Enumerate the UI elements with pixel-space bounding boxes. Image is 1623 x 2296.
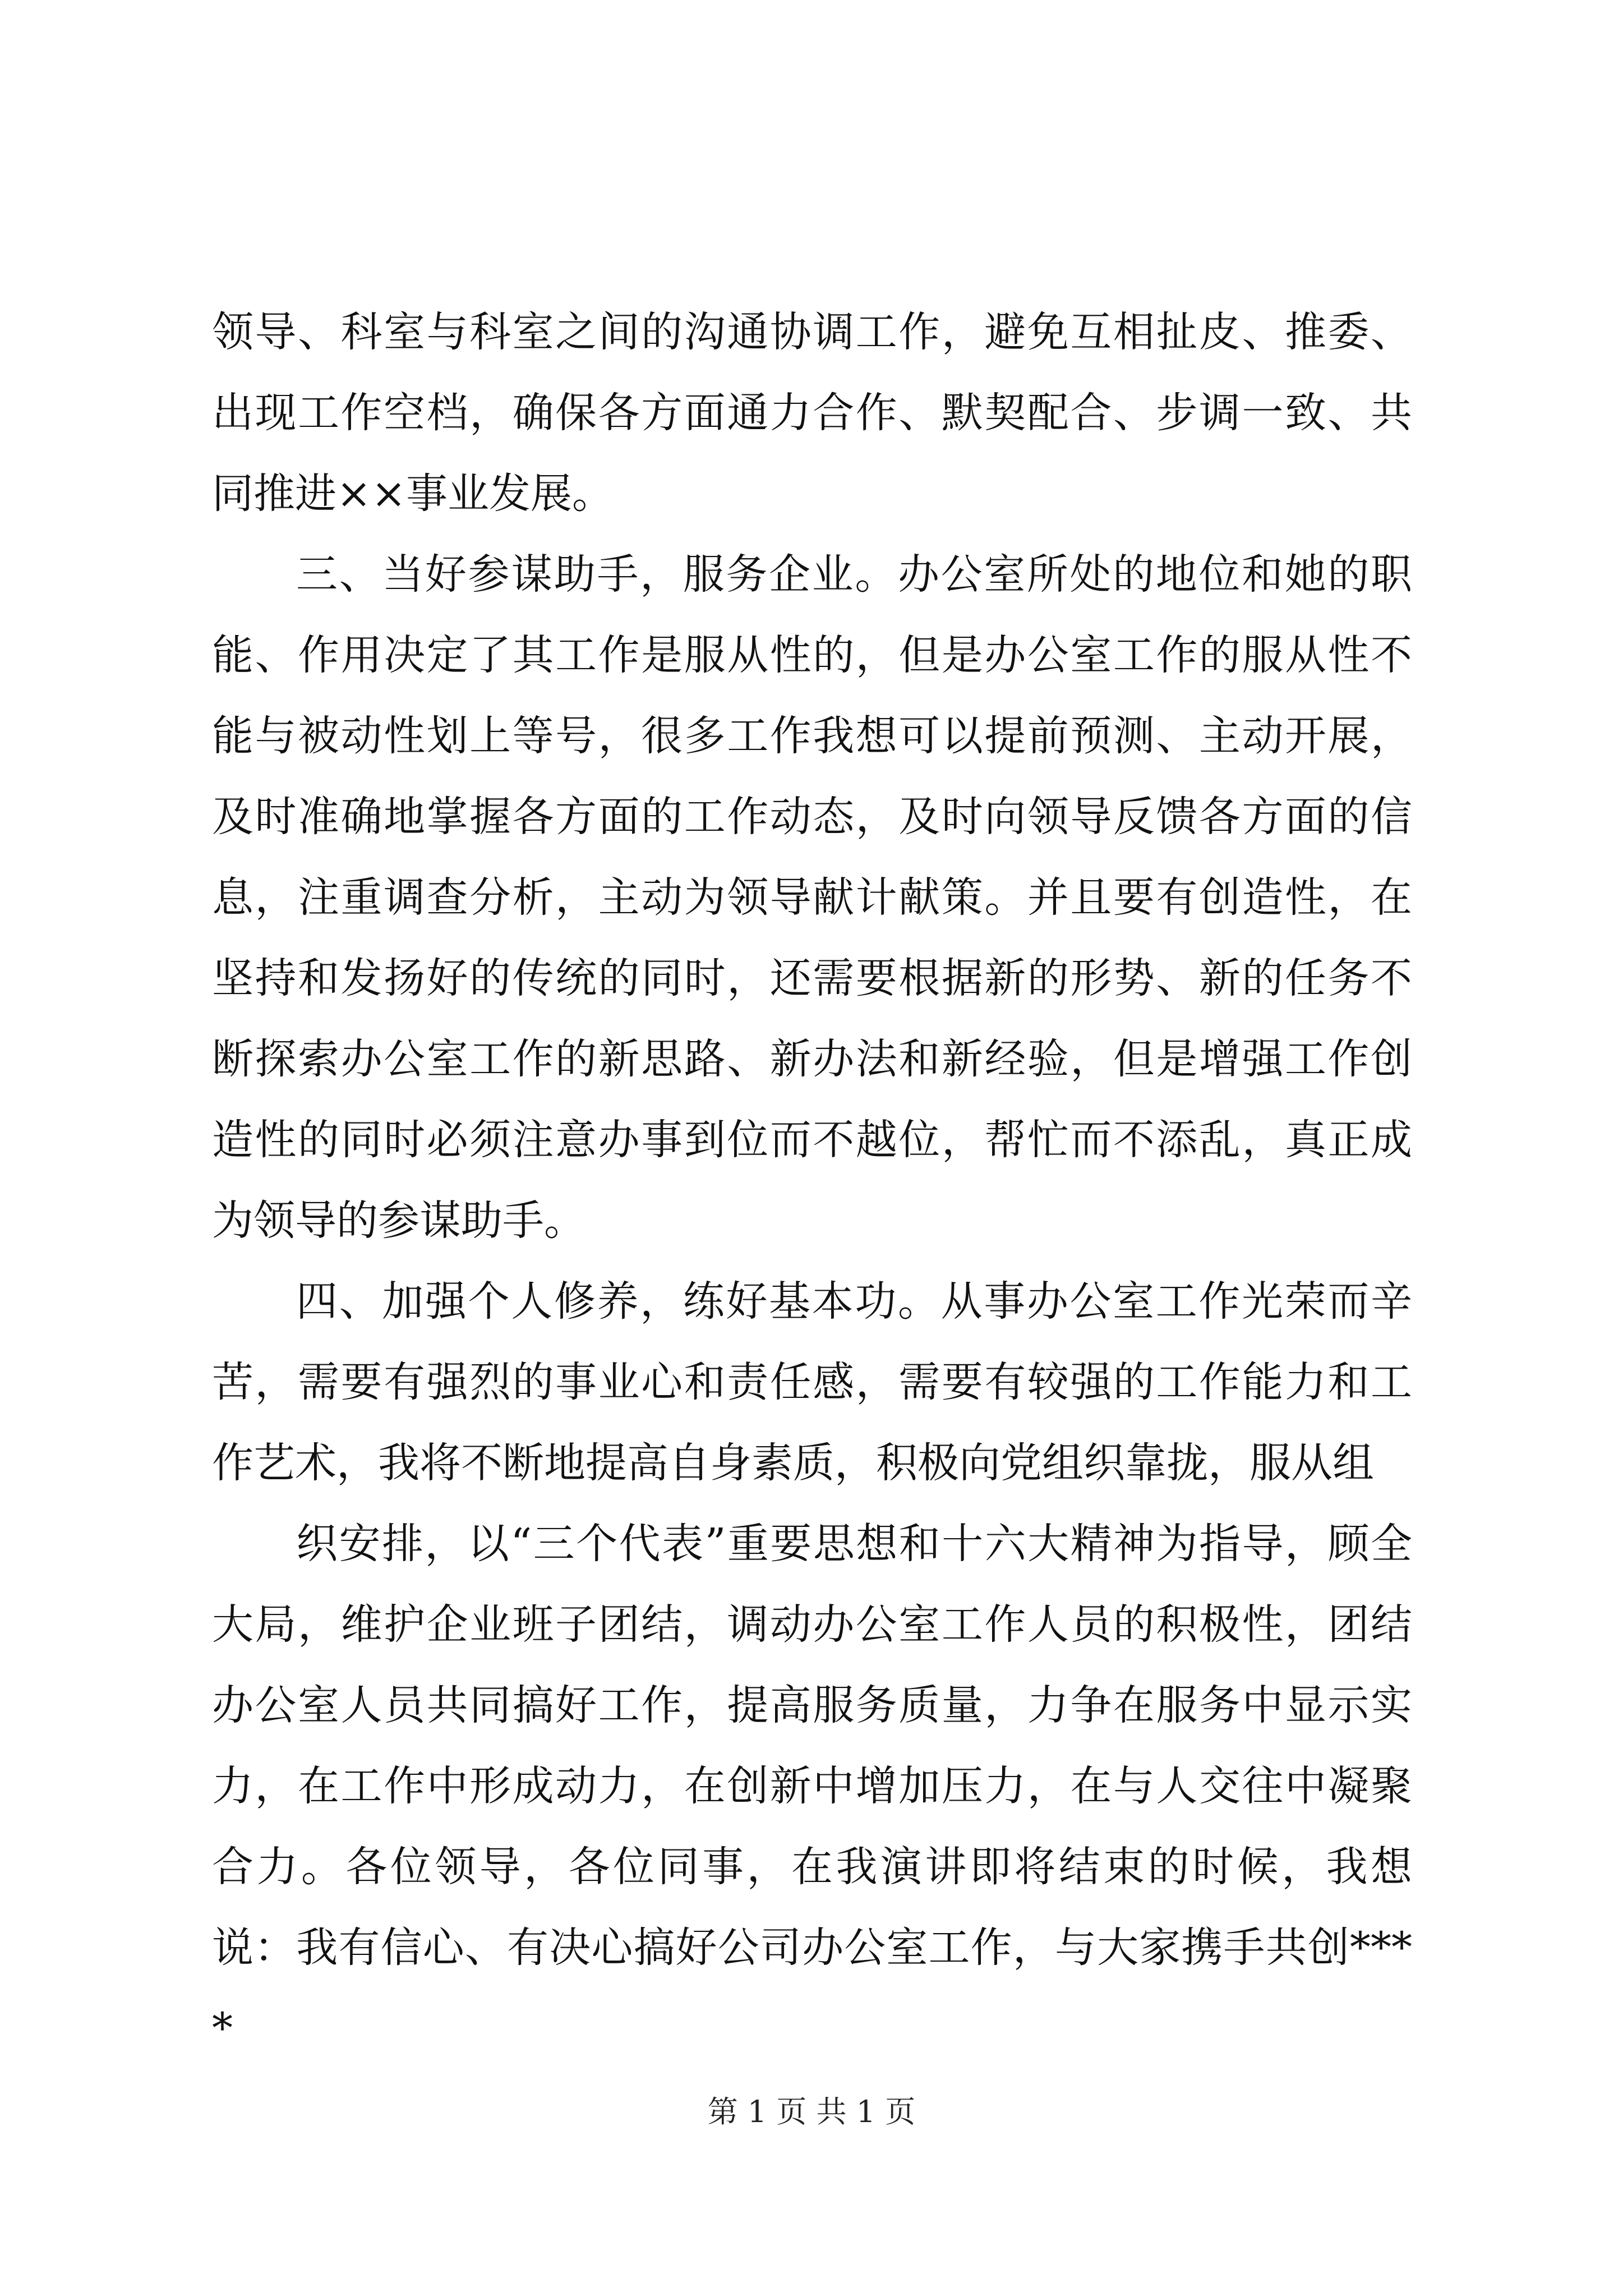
paragraph-section-four: 四、加强个人修养，练好基本功。从事办公室工作光荣而辛苦，需要有强烈的事业心和责任感，需要有较强的工作能力和工作艺术，我将不断地提高自身素质，积极向党组织靠拢，服从组 [212,1277,1412,1487]
paragraph-coordination: 领导、科室与科室之间的沟通协调工作，避免互相扯皮、推委、出现工作空档，确保各方面通力合作、默契配合、步调一致、共同推进××事业发展。 [212,308,1412,518]
paragraph-closing: 织安排，以“三个代表”重要思想和十六大精神为指导，顾全大局，维护企业班子团结，调动办公室工作人员的积极性，团结办公室人员共同搞好工作，提高服务质量，力争在服务中显示实力，在工作中形成动力，在创新中增加压力，在与人交往中凝聚合力。各位领导，各位同事，在我演讲即将结束的时候，我想说：我有信心、有决心搞好公司办公室工作，与大家携手共创**** [212,1520,1412,2053]
page-number-footer: 第 1 页 共 1 页 [707,2094,916,2129]
document-body [212,292,1412,2069]
paragraph-section-three: 三、当好参谋助手，服务企业。办公室所处的地位和她的职能、作用决定了其工作是服从性的，但是办公室工作的服从性不能与被动性划上等号，很多工作我想可以提前预测、主动开展，及时准确地掌握各方面的工作动态，及时向领导反馈各方面的信息，注重调查分析，主动为领导献计献策。并且要有创造性，在坚持和发扬好的传统的同时，还需要根据新的形势、新的任务不断探索办公室工作的新思路、新办法和新经验，但是增强工作创造性的同时必须注意办事到位而不越位，帮忙而不添乱，真正成为领导的参谋助手。 [212,550,1412,1245]
